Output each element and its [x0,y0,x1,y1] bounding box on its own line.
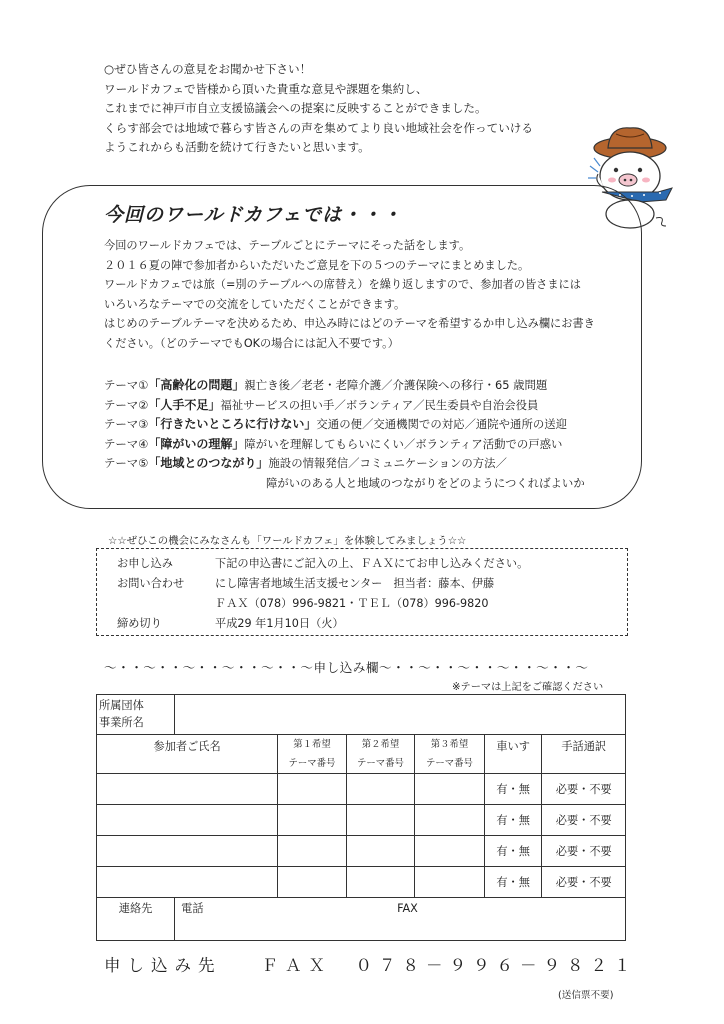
application-form [96,694,626,941]
info-deadline: 締め切り 平成29 年1月10日（火） [117,617,344,630]
no-cover-note: (送信票不要) [558,990,614,1001]
wheelchair-cell[interactable]: 有・無 [484,836,542,867]
header-choice2: 第２希望 テーマ番号 [346,735,415,774]
panel-line: いろいろなテーマでの交流をしていただくことができます。 [104,297,406,311]
intro-text [104,60,533,158]
intro-line: これまでに神戸市自立支援協議会への提案に反映することができました。 [104,101,487,115]
wheelchair-cell[interactable]: 有・無 [484,774,542,805]
wheelchair-cell[interactable]: 有・無 [484,805,542,836]
theme-item: テーマ②「人手不足」福祉サービスの担い手／ボランティア／民生委員や自治会役員 [104,397,539,412]
panel-line: ワールドカフェでは旅（=別のテーブルへの席替え）を繰り返しますので、参加者の皆さまには [104,278,581,292]
form-note: ※テーマは上記をご確認ください [452,682,604,693]
form-header-row [97,735,626,774]
table-row [97,805,626,836]
sign-cell[interactable]: 必要・不要 [542,774,626,805]
name-cell[interactable] [97,836,278,867]
invite-banner: ☆☆ぜひこの機会にみなさんも「ワールドカフェ」を体験してみましょう☆☆ [108,535,467,547]
name-cell[interactable] [97,805,278,836]
sign-cell[interactable]: 必要・不要 [542,836,626,867]
table-row [97,867,626,898]
choice2-cell[interactable] [346,774,415,805]
info-box [96,548,628,636]
intro-line: ワールドカフェで皆様から頂いた貴重な意見や課題を集約し、 [104,81,428,96]
header-choice3: 第３希望 テーマ番号 [415,735,485,774]
contact-label: 連絡先 [97,898,175,941]
form-heading: ～・・～・・～・・～・・～・・～申し込み欄～・・～・・～・・～・・～・・～ [104,660,589,675]
phone-label: 電話 [181,902,204,915]
theme-item: テーマ④「障がいの理解」障がいを理解してもらいにくい／ボランティア活動での戸惑い [104,436,563,451]
footer-dest-label: 申し込み先 [104,956,222,975]
org-input[interactable] [175,695,626,735]
choice2-cell[interactable] [346,867,415,898]
header-wheelchair: 車いす [484,735,542,774]
panel-line: ２０１６夏の陣で参加者からいただいたご意見を下の５つのテーマにまとめました。 [104,258,530,272]
table-row [97,836,626,867]
theme-item: テーマ①「高齢化の問題」親亡き後／老老・老障介護／介護保険への移行・65 歳問題 [104,378,548,392]
choice1-cell[interactable] [278,774,347,805]
info-fax-tel: ＦＡＸ（078）996-9821・ＴＥＬ（078）996-9820 [215,597,489,610]
choice1-cell[interactable] [278,836,347,867]
intro-line: くらす部会では地域で暮らす皆さんの声を集めてより良い地域社会を作っていける [104,120,533,135]
panel-line: ください。（どのテーマでもOKの場合には記入不要です。） [104,336,399,350]
info-contact: お問い合わせ にし障害者地域生活支援センター 担当者：藤本、伊藤 [117,577,495,590]
intro-line: ○ぜひ皆さんの意見をお聞かせ下さい！ [104,62,312,76]
theme-item: テーマ⑤「地域とのつながり」施設の情報発信／コミュニケーションの方法／ [104,456,507,471]
sign-cell[interactable]: 必要・不要 [542,805,626,836]
info-apply: お申し込み 下記の申込書にご記入の上、ＦＡＸにてお申し込みください。 [117,557,529,570]
choice3-cell[interactable] [415,836,485,867]
choice1-cell[interactable] [278,867,347,898]
header-choice1: 第１希望 テーマ番号 [278,735,347,774]
header-name: 参加者ご氏名 [97,735,278,774]
theme-list [104,376,585,494]
table-row [97,774,626,805]
name-cell[interactable] [97,774,278,805]
footer-destination [104,952,638,976]
choice3-cell[interactable] [415,867,485,898]
choice1-cell[interactable] [278,805,347,836]
panel-body [104,236,595,354]
choice2-cell[interactable] [346,836,415,867]
panel-line: 今回のワールドカフェでは、テーブルごとにテーマにそった話をします。 [104,239,471,252]
header-sign: 手話通訳 [542,735,626,774]
name-cell[interactable] [97,867,278,898]
theme-item-continuation: 障がいのある人と地域のつながりをどのようにつくればよいか [266,475,585,490]
theme-item: テーマ③「行きたいところに行けない」交通の便／交通機関での対応／通院や通所の送迎 [104,417,568,432]
panel-title: 今回のワールドカフェでは・・・ [104,204,403,226]
contact-input[interactable] [175,898,626,941]
wheelchair-cell[interactable]: 有・無 [484,867,542,898]
fax-label: FAX [397,902,418,915]
choice3-cell[interactable] [415,774,485,805]
sign-cell[interactable]: 必要・不要 [542,867,626,898]
choice2-cell[interactable] [346,805,415,836]
org-label: 所属団体 事業所名 [97,695,175,735]
contact-row [97,898,626,941]
org-row [97,695,626,735]
choice3-cell[interactable] [415,805,485,836]
panel-line: はじめのテーブルテーマを決めるため、申込み時にはどのテーマを希望するか申し込み欄にお書き [104,317,595,331]
footer-fax-number: ＦＡＸ ０７８－９９６－９８２１ [261,956,638,975]
intro-line: ようこれからも活動を続けて行きたいと思います。 [104,140,370,154]
